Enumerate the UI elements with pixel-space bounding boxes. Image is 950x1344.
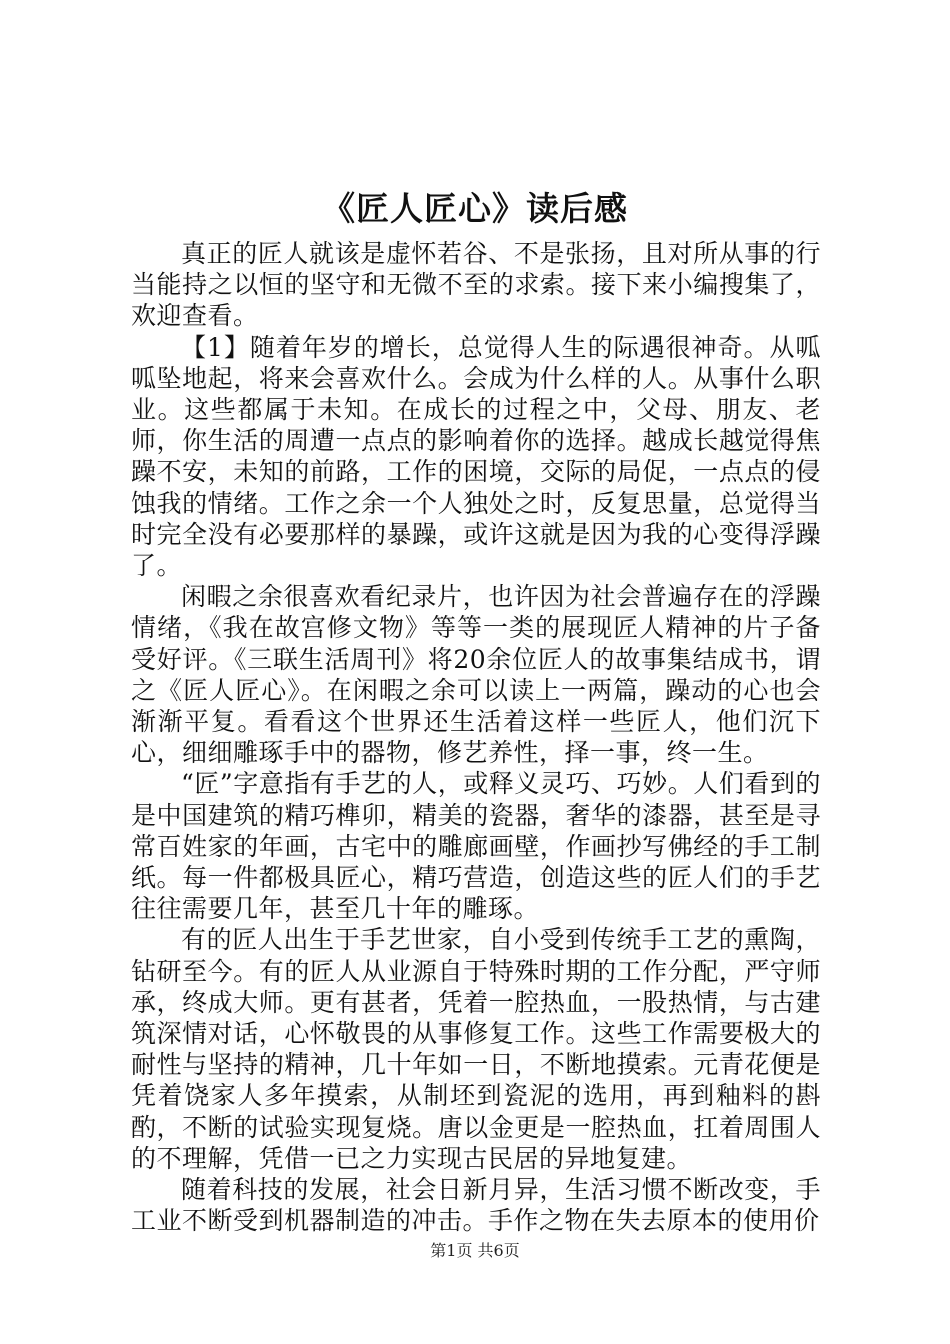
paragraph-section-1: 【1】随着年岁的增长，总觉得人生的际遇很神奇。从呱呱坠地起，将来会喜欢什么。会成为什么样的人。从事什么职业。这些都属于未知。在成长的过程之中，父母、朋友、老师，你生活的周遭一点点的影响着你的选择。越成长越觉得焦躁不安，未知的前路，工作的困境，交际的局促，一点点的侵蚀我的情绪。工作之余一个人独处之时，反复思量，总觉得当时完全没有必要那样的暴躁，或许这就是因为我的心变得浮躁了。 — [131, 332, 821, 581]
paragraph-intro: 真正的匠人就该是虚怀若谷、不是张扬，且对所从事的行当能持之以恒的坚守和无微不至的求索。接下来小编搜集了，欢迎查看。 — [131, 239, 821, 331]
paragraph-documentary: 闲暇之余很喜欢看纪录片，也许因为社会普遍存在的浮躁情绪，《我在故宫修文物》等等一类的展现匠人精神的片子备受好评。《三联生活周刊》将20余位匠人的故事集结成书，谓之《匠人匠心》。在闲暇之余可以读上一两篇，躁动的心也会渐渐平复。看看这个世界还生活着这样一些匠人，他们沉下心，细细雕琢手中的器物，修艺养性，择一事，终一生。 — [131, 582, 821, 768]
paragraph-craft-meaning: “匠”字意指有手艺的人，或释义灵巧、巧妙。人们看到的是中国建筑的精巧榫卯，精美的瓷器，奢华的漆器，甚至是寻常百姓家的年画，古宅中的雕廊画壁，作画抄写佛经的手工制纸。每一件都极具匠心，精巧营造，创造这些的匠人们的手艺往往需要几年，甚至几十年的雕琢。 — [131, 769, 821, 924]
document-body — [131, 238, 821, 1237]
document-title: 《匠人匠心》读后感 — [322, 189, 628, 228]
paragraph-craftsmen: 有的匠人出生于手艺世家，自小受到传统手工艺的熏陶，钻研至今。有的匠人从业源自于特殊时期的工作分配，严守师承，终成大师。更有甚者，凭着一腔热血，一股热情，与古建筑深情对话，心怀敬畏的从事修复工作。这些工作需要极大的耐性与坚持的精神，几十年如一日，不断地摸索。元青花便是凭着饶家人多年摸索，从制坯到瓷泥的选用，再到釉料的斟酌，不断的试验实现复烧。唐以金更是一腔热血，扛着周围人的不理解，凭借一已之力实现古民居的异地复建。 — [131, 925, 821, 1173]
page-footer: 第1页 共6页 — [430, 1241, 520, 1260]
paragraph-technology: 随着科技的发展，社会日新月异，生活习惯不断改变，手工业不断受到机器制造的冲击。手作之物在失去原本的使用价 — [131, 1175, 821, 1236]
